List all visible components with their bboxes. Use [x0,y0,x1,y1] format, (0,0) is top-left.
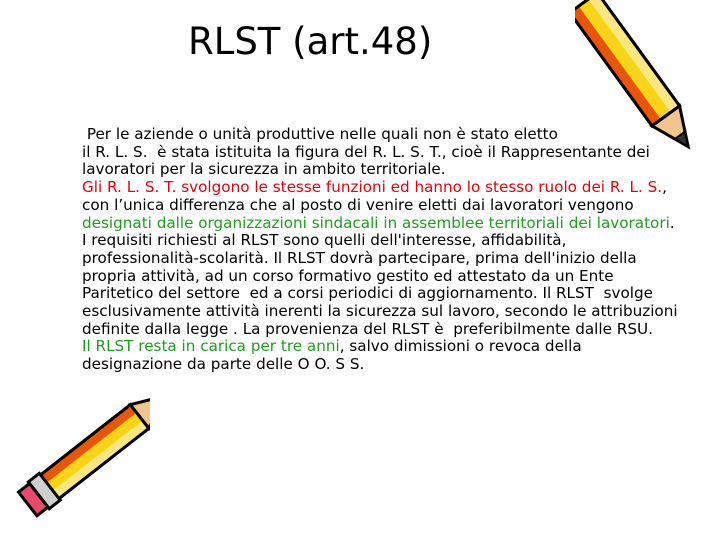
paragraph-3-highlight-green: Il RLST resta in carica per tre anni [82,337,340,356]
paragraph-3-text: I requisiti richiesti al RLST sono quelli dell'interesse, affidabilità, professionalità-scolarità. Il RLST dovrà partecipare, prima dell'inizio della propria attività, ad un corso formativo gestito ed attestato da un Ente Paritetico del settore ed a corsi periodici di aggiornamento. Il RLST svolge esclusivamente attività inerenti la sicurezza sul lavoro, secondo le attribuzioni definite dalla legge . La provenienza del RLST è preferibilmente dalle RSU. [82,231,683,338]
pencil-clipart-icon [0,395,150,540]
paragraph-1-first-line: Per le aziende o unità produttive nelle quali non è stato eletto [82,125,558,143]
pencil-clipart-icon [575,0,720,180]
paragraph-3-end: , salvo dimissioni o revoca della designazione da parte delle O O. S S. [82,337,587,374]
paragraph-1-text: il R. L. S. è stata istituita la figura del R. L. S. T., cioè il Rappresentante dei lavoratori per la sicurezza in ambito territoriale. [82,142,655,179]
slide-title: RLST (art.48) [188,20,433,63]
paragraph-2-end: . [669,213,675,232]
paragraph-2-highlight-red: Gli R. L. S. T. svolgono le stesse funzioni ed hanno lo stesso ruolo dei R. L. S. [82,178,663,197]
paragraph-2-text: , con l’unica differenza che al posto di venire eletti dai lavoratori vengono [82,178,672,214]
paragraph-2-highlight-green: designati dalle organizzazioni sindacali in assemblee territoriali dei lavoratori [82,213,670,232]
